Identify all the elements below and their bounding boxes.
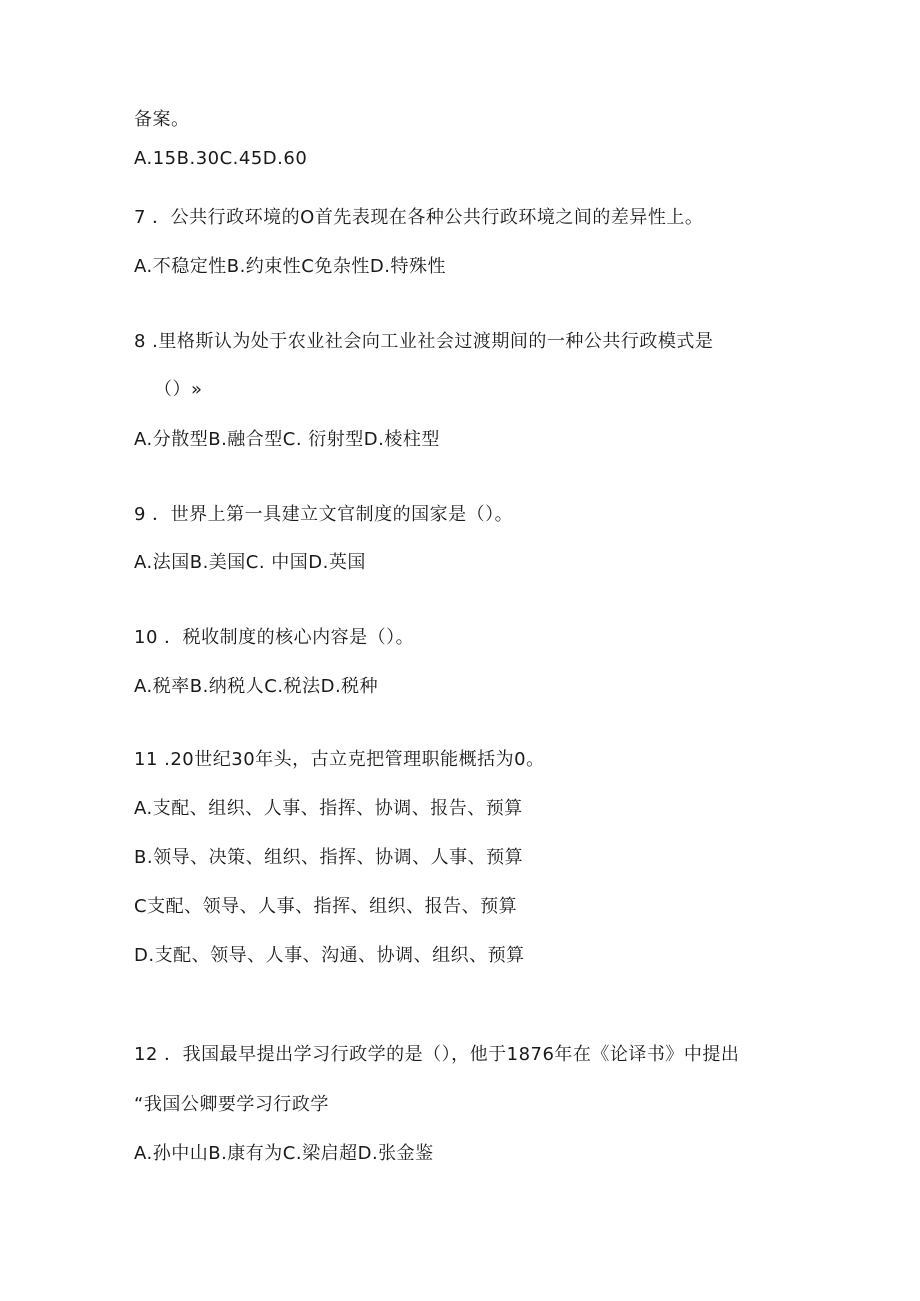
q6-options: A.15B.30C.45D.60 xyxy=(134,148,308,169)
q12-stem-continuation: “我国公卿要学习行政学 xyxy=(134,1094,329,1115)
q9-stem: 9 ．世界上第一具建立文官制度的国家是（）。 xyxy=(134,504,514,525)
q7-options: A.不稳定性B.约束性C免杂性D.特殊性 xyxy=(134,256,446,277)
q11-option-d: D.支配、领导、人事、沟通、协调、组织、预算 xyxy=(134,945,525,966)
q11-option-b: B.领导、决策、组织、指挥、协调、人事、预算 xyxy=(134,847,524,868)
q11-option-c: C支配、领导、人事、指挥、组织、报告、预算 xyxy=(134,896,518,917)
q8-options: A.分散型B.融合型C. 衍射型D.棱柱型 xyxy=(134,429,440,450)
q10-stem: 10 ．税收制度的核心内容是（）。 xyxy=(134,627,415,648)
q7-stem: 7 ．公共行政环境的O首先表现在各种公共行政环境之间的差异性上。 xyxy=(134,207,704,228)
q10-options: A.税率B.纳税人C.税法D.税种 xyxy=(134,676,379,697)
q9-options: A.法国B.美国C. 中国D.英国 xyxy=(134,552,366,573)
q8-stem-continuation: （）» xyxy=(154,379,203,400)
q11-stem: 11 .20世纪30年头，古立克把管理职能概括为0。 xyxy=(134,749,545,770)
q8-stem: 8 .里格斯认为处于农业社会向工业社会过渡期间的一种公共行政模式是 xyxy=(134,331,714,352)
q11-option-a: A.支配、组织、人事、指挥、协调、报告、预算 xyxy=(134,798,523,819)
q12-options: A.孙中山B.康有为C.梁启超D.张金鉴 xyxy=(134,1143,434,1164)
q12-stem: 12 ．我国最早提出学习行政学的是（），他于1876年在《论译书》中提出 xyxy=(134,1044,740,1065)
text-line-continuation: 备案。 xyxy=(134,109,190,130)
